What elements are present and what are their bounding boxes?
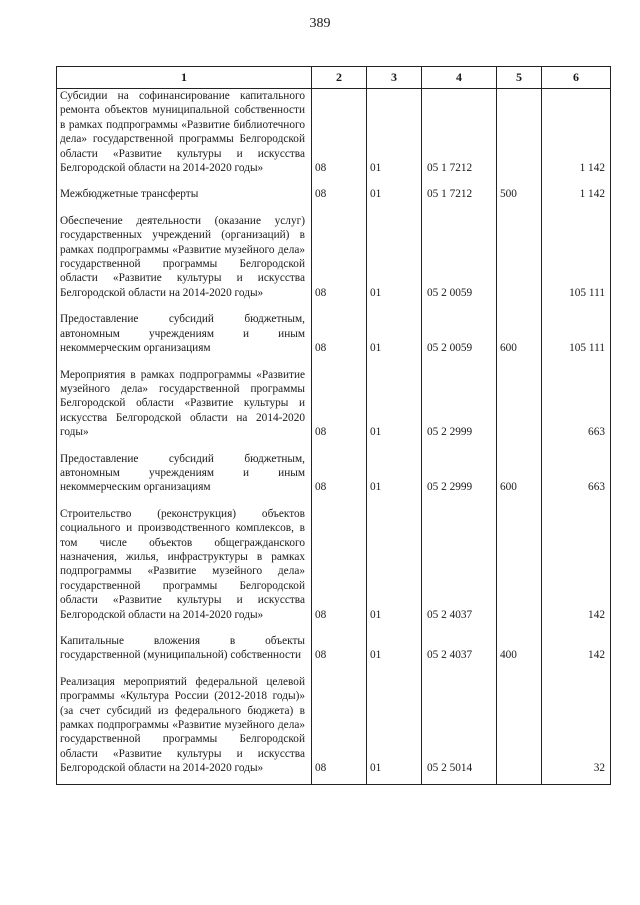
page-number: 389 [309,16,331,31]
row-subsection-code: 01 [367,671,422,784]
table-row [57,89,611,184]
row-expense-type [497,503,542,630]
row-name: Межбюджетные трансферты [57,183,312,209]
row-amount: 105 111 [542,308,611,363]
header-col-2: 2 [312,67,367,89]
row-target-article: 05 1 7212 [422,89,497,184]
row-expense-type [497,210,542,308]
row-subsection-code: 01 [367,308,422,363]
table-row [57,503,611,630]
row-subsection-code: 01 [367,183,422,209]
row-section-code: 08 [312,364,367,448]
table-row [57,364,611,448]
table-header-row [57,67,611,89]
row-expense-type: 400 [497,630,542,671]
row-amount: 663 [542,448,611,503]
row-subsection-code: 01 [367,89,422,184]
row-amount: 663 [542,364,611,448]
row-name: Предоставление субсидий бюджетным, автономным учреждениям и иным некоммерческим организациям [57,308,312,363]
row-name: Строительство (реконструкция) объектов социального и производственного комплексов, в том числе объектов общегражданского назначения, жилья, инфраструктуры в рамках подпрограммы «Развитие музейного дела» государственной программы Белгородской области «Развитие культуры и искусства Белгородской области на 2014-2020 годы» [57,503,312,630]
header-col-6: 6 [542,67,611,89]
row-expense-type [497,364,542,448]
table-row [57,210,611,308]
row-subsection-code: 01 [367,503,422,630]
row-name: Субсидии на софинансирование капитального ремонта объектов муниципальной собственности в рамках подпрограммы «Развитие библиотечного дела» государственной программы Белгородской области «Развитие культуры и искусства Белгородской области на 2014-2020 годы» [57,89,312,184]
row-expense-type [497,671,542,784]
budget-table [56,66,611,785]
row-target-article: 05 2 2999 [422,448,497,503]
row-section-code: 08 [312,210,367,308]
row-subsection-code: 01 [367,210,422,308]
row-section-code: 08 [312,308,367,363]
row-target-article: 05 2 4037 [422,503,497,630]
row-subsection-code: 01 [367,448,422,503]
table-row [57,448,611,503]
row-name: Капитальные вложения в объекты государственной (муниципальной) собственности [57,630,312,671]
row-section-code: 08 [312,671,367,784]
header-col-5: 5 [497,67,542,89]
row-amount: 142 [542,503,611,630]
row-name: Обеспечение деятельности (оказание услуг) государственных учреждений (организаций) в рамках подпрограммы «Развитие музейного дела» государственной программы Белгородской области «Развитие культуры и искусства Белгородской области на 2014-2020 годы» [57,210,312,308]
row-amount: 142 [542,630,611,671]
table-row [57,183,611,209]
row-section-code: 08 [312,183,367,209]
row-target-article: 05 2 0059 [422,210,497,308]
row-amount: 105 111 [542,210,611,308]
row-target-article: 05 2 5014 [422,671,497,784]
row-subsection-code: 01 [367,630,422,671]
table-row [57,630,611,671]
row-amount: 1 142 [542,89,611,184]
row-amount: 1 142 [542,183,611,209]
row-expense-type: 600 [497,308,542,363]
row-subsection-code: 01 [367,364,422,448]
row-name: Реализация мероприятий федеральной целевой программы «Культура России (2012-2018 годы)» (за счет субсидий из федерального бюджета) в рамках подпрограммы «Развитие музейного дела» государственной программы Белгородской области «Развитие культуры и искусства Белгородской области на 2014-2020 годы» [57,671,312,784]
row-section-code: 08 [312,503,367,630]
row-target-article: 05 1 7212 [422,183,497,209]
header-col-4: 4 [422,67,497,89]
table-row [57,671,611,784]
row-target-article: 05 2 4037 [422,630,497,671]
header-col-1: 1 [57,67,312,89]
row-section-code: 08 [312,448,367,503]
row-name: Мероприятия в рамках подпрограммы «Развитие музейного дела» государственной программы Белгородской области «Развитие культуры и искусства Белгородской области на 2014-2020 годы» [57,364,312,448]
row-target-article: 05 2 2999 [422,364,497,448]
table-row [57,308,611,363]
row-section-code: 08 [312,89,367,184]
row-amount: 32 [542,671,611,784]
row-target-article: 05 2 0059 [422,308,497,363]
header-col-3: 3 [367,67,422,89]
row-expense-type: 500 [497,183,542,209]
row-expense-type [497,89,542,184]
row-expense-type: 600 [497,448,542,503]
row-section-code: 08 [312,630,367,671]
row-name: Предоставление субсидий бюджетным, автономным учреждениям и иным некоммерческим организациям [57,448,312,503]
